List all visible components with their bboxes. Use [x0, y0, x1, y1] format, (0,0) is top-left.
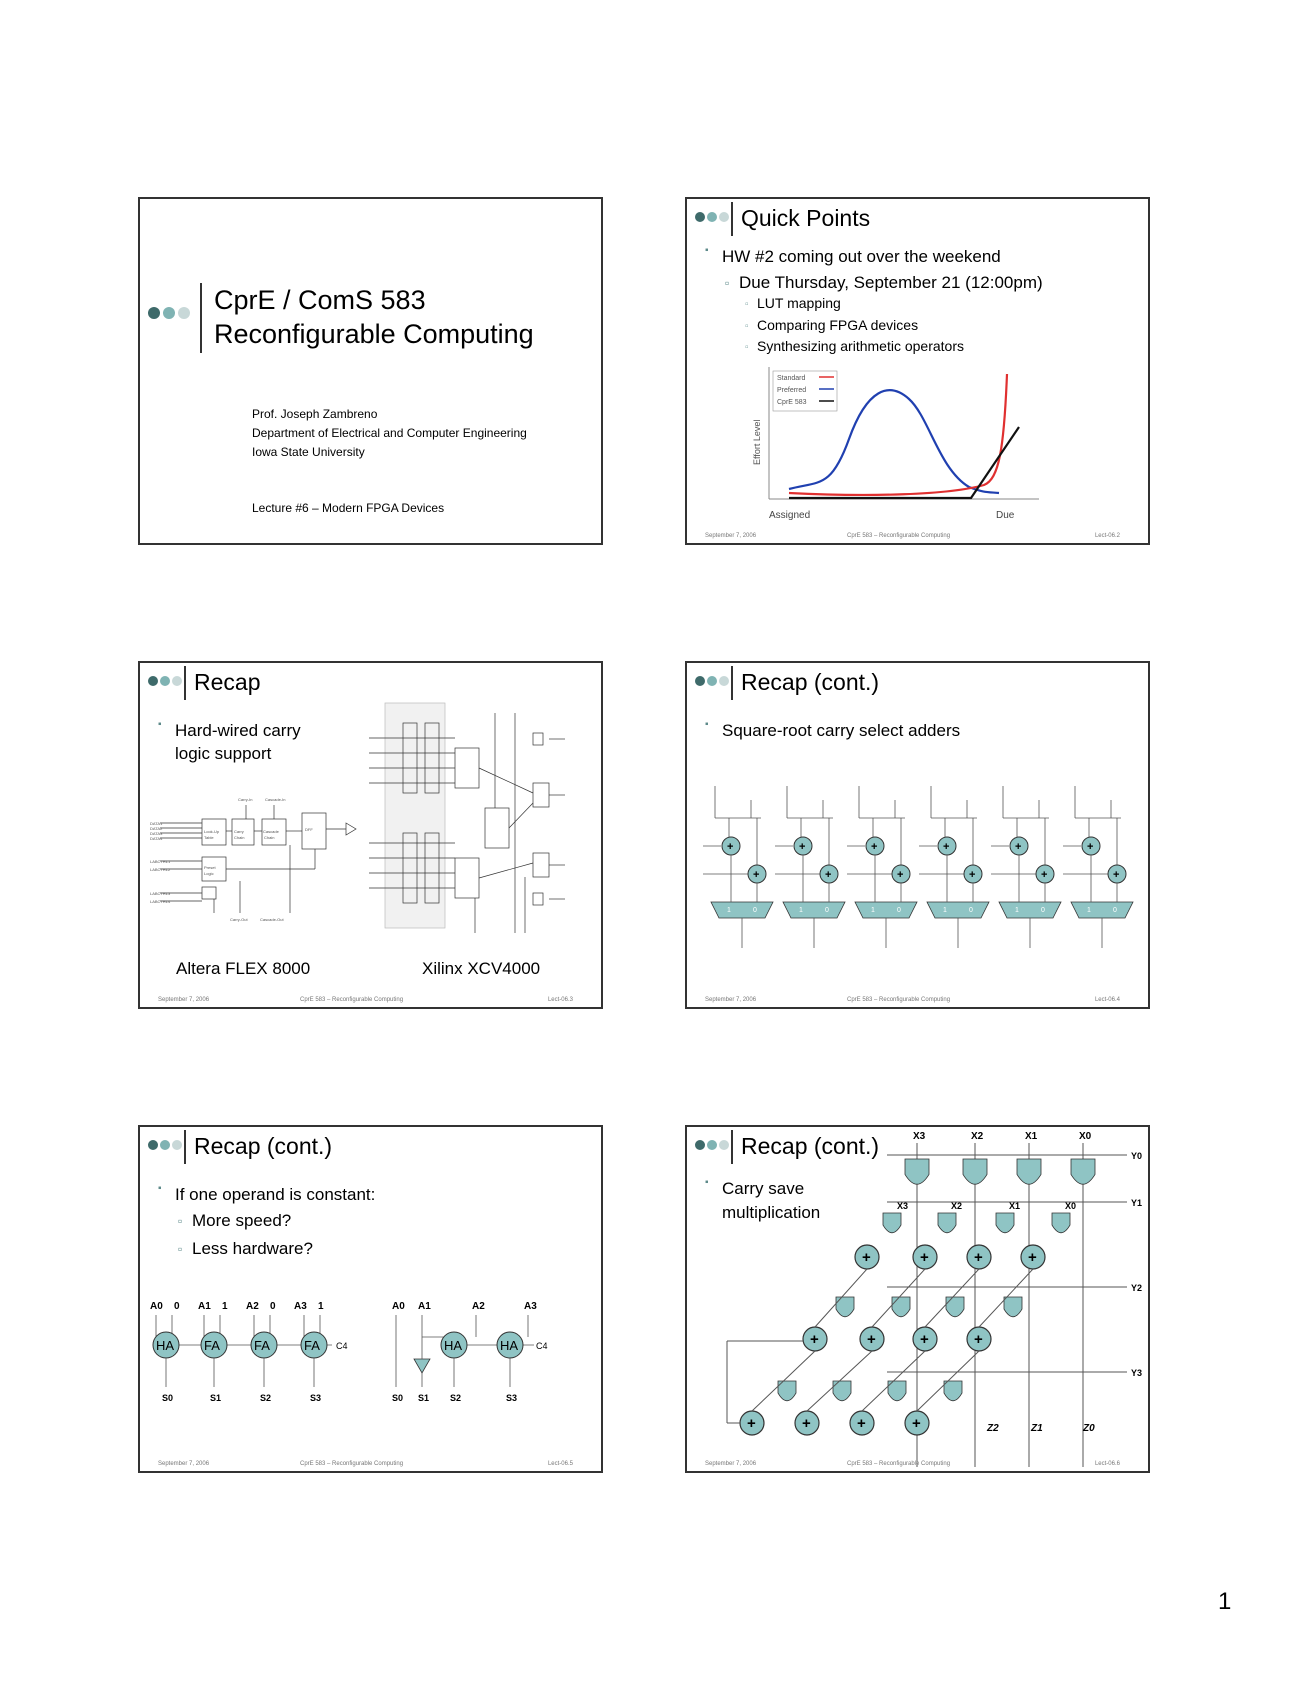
bullet-continuation: multiplication: [722, 1203, 821, 1222]
svg-text:Cascade-Out: Cascade-Out: [260, 917, 284, 922]
svg-text:Carry-In: Carry-In: [238, 797, 253, 802]
svg-text:Table: Table: [204, 835, 214, 840]
and-gate: [944, 1381, 962, 1401]
sub-bullet: More speed?: [192, 1211, 292, 1230]
mux-input-label: 1: [943, 907, 947, 914]
multiplexer: [711, 902, 773, 918]
mux-input-label: 0: [897, 907, 901, 914]
and-gate: [892, 1297, 910, 1317]
wire: [752, 1351, 815, 1411]
adder-cell-label: HA: [444, 1338, 463, 1353]
svg-text:DATA2: DATA2: [150, 826, 163, 831]
plus-symbol: +: [1087, 841, 1094, 853]
slide-dots: [148, 676, 188, 688]
bullet: ▪HW #2 coming out over the weekend: [705, 247, 1001, 267]
footer-course: CprE 583 – Reconfigurable Computing: [847, 1461, 951, 1467]
wire: [917, 1351, 979, 1411]
svg-text:Logic: Logic: [204, 871, 214, 876]
slide-title-text: Quick Points: [741, 205, 871, 231]
plus-symbol: +: [1015, 841, 1022, 853]
title-divider: [184, 1130, 186, 1164]
z-output-label: Z0: [1083, 1423, 1095, 1434]
output-label: S1: [210, 1393, 222, 1403]
multiplexer: [1071, 902, 1133, 918]
input-label: A1: [198, 1301, 211, 1312]
legend-label: Standard: [777, 375, 806, 382]
x-input-label: X1: [1009, 1201, 1021, 1211]
footer-course: CprE 583 – Reconfigurable Computing: [847, 533, 951, 539]
input-label: A3: [524, 1301, 537, 1312]
mux-input-label: 0: [1041, 907, 1045, 914]
caption-xilinx: Xilinx XCV4000: [422, 959, 541, 978]
output-label: S0: [162, 1393, 174, 1403]
output-label: S2: [450, 1393, 462, 1403]
course-title-line1: CprE / ComS 583: [214, 285, 426, 315]
footer-course: CprE 583 – Reconfigurable Computing: [300, 1461, 404, 1467]
plus-symbol: +: [943, 841, 950, 853]
adder-cell-label: HA: [500, 1338, 519, 1353]
y-axis-label: Effort Level: [752, 419, 762, 465]
footer-slide-number: Lect-06.6: [1094, 1461, 1120, 1467]
carry-label: C4: [536, 1341, 548, 1351]
course-title-line2: Reconfigurable Computing: [214, 319, 534, 349]
plus-symbol: +: [974, 1249, 983, 1266]
svg-text:Chain: Chain: [234, 835, 245, 840]
input-label: A2: [472, 1301, 485, 1312]
sub-sub-bullet: LUT mapping: [757, 295, 841, 311]
plus-symbol: +: [1028, 1249, 1037, 1266]
output-label: S3: [506, 1393, 518, 1403]
adder-cell-label: FA: [204, 1338, 220, 1353]
footer-date: September 7, 2006: [158, 997, 210, 1003]
slide-recap-carry-select: [685, 661, 1150, 1009]
svg-text:LABCTRL3: LABCTRL3: [150, 891, 171, 896]
plus-symbol: +: [871, 841, 878, 853]
x-input-label: X0: [1079, 1131, 1092, 1142]
footer-slide-number: Lect-06.3: [547, 997, 573, 1003]
svg-text:Preset: Preset: [204, 865, 216, 870]
x-input-label: X3: [913, 1131, 926, 1142]
y-input-label: Y3: [1131, 1368, 1143, 1378]
footer-slide-number: Lect-06.2: [1094, 533, 1120, 539]
university: Iowa State University: [252, 445, 365, 459]
output-label: S0: [392, 1393, 404, 1403]
plus-symbol: +: [857, 1415, 866, 1432]
input-label: A0: [150, 1301, 163, 1312]
effort-chart: [749, 359, 1049, 529]
svg-text:DATA4: DATA4: [150, 836, 163, 841]
bullet: ▪Hard-wired carry: [158, 721, 301, 741]
carry-select-diagram: [693, 778, 1143, 978]
footer-slide-number: Lect-06.5: [547, 1461, 573, 1467]
plus-symbol: +: [802, 1415, 811, 1432]
mux-input-label: 1: [1015, 907, 1019, 914]
footer-date: September 7, 2006: [705, 997, 757, 1003]
and-gate: [1071, 1159, 1095, 1184]
slide-title-text: Recap: [194, 669, 261, 695]
z-output-label: Z1: [1031, 1423, 1043, 1434]
and-gate: [938, 1213, 956, 1233]
footer-date: September 7, 2006: [705, 1461, 757, 1467]
svg-text:LABCTRL4: LABCTRL4: [150, 899, 171, 904]
svg-text:Chain: Chain: [264, 835, 275, 840]
and-gate: [1052, 1213, 1070, 1233]
svg-text:DATA3: DATA3: [150, 831, 163, 836]
carry-save-multiplier-diagram: [687, 1127, 1147, 1467]
slide-title-text: Recap (cont.): [741, 1133, 880, 1159]
mux-input-label: 0: [825, 907, 829, 914]
svg-text:Carry: Carry: [234, 829, 244, 834]
plus-symbol: +: [974, 1331, 983, 1348]
input-label: A2: [246, 1301, 259, 1312]
plus-symbol: +: [799, 841, 806, 853]
legend-label: CprE 583: [777, 399, 807, 406]
x-tick-label: Due: [996, 510, 1015, 521]
plus-symbol: +: [825, 869, 832, 881]
plus-symbol: +: [867, 1331, 876, 1348]
lecture-title: Lecture #6 – Modern FPGA Devices: [252, 501, 445, 515]
bullet: ▪Square-root carry select adders: [705, 721, 960, 741]
and-gate: [963, 1159, 987, 1184]
and-gate: [1017, 1159, 1041, 1184]
and-gate: [996, 1213, 1014, 1233]
footer-date: September 7, 2006: [158, 1461, 210, 1467]
plus-symbol: +: [920, 1331, 929, 1348]
footer-course: CprE 583 – Reconfigurable Computing: [300, 997, 404, 1003]
plus-symbol: +: [912, 1415, 921, 1432]
svg-text:Cascade-In: Cascade-In: [265, 797, 286, 802]
carry-label: C4: [336, 1341, 348, 1351]
footer-course: CprE 583 – Reconfigurable Computing: [847, 997, 951, 1003]
title-divider: [731, 202, 733, 236]
wire: [815, 1269, 867, 1327]
plus-symbol: +: [897, 869, 904, 881]
author: Prof. Joseph Zambreno: [252, 407, 378, 421]
inverter: [414, 1359, 430, 1373]
multiplexer: [927, 902, 989, 918]
footer-slide-number: Lect-06.4: [1094, 997, 1120, 1003]
y-input-label: Y2: [1131, 1283, 1143, 1293]
and-gate: [883, 1213, 901, 1233]
slide-title-text: Recap (cont.): [741, 669, 880, 695]
altera-carry-diagram: [150, 783, 365, 933]
slide-dots: [148, 1140, 188, 1152]
plus-symbol: +: [727, 841, 734, 853]
z-output-label: Z2: [987, 1423, 999, 1434]
adder-cell-label: FA: [254, 1338, 270, 1353]
sub-sub-bullet: Comparing FPGA devices: [757, 317, 919, 333]
svg-text:Carry-Out: Carry-Out: [230, 917, 248, 922]
title-divider: [200, 283, 202, 353]
multiplexer: [999, 902, 1061, 918]
input-label: 0: [174, 1301, 180, 1312]
plus-symbol: +: [920, 1249, 929, 1266]
slide-recap: [138, 661, 603, 1009]
svg-text:DFF: DFF: [305, 827, 313, 832]
constant-adder-diagram: [142, 1297, 592, 1427]
plus-symbol: +: [1041, 869, 1048, 881]
multiplexer: [783, 902, 845, 918]
plus-symbol: +: [810, 1331, 819, 1348]
sub-sub-bullet: Synthesizing arithmetic operators: [757, 338, 964, 354]
input-label: A0: [392, 1301, 405, 1312]
slide-recap-constant: [138, 1125, 603, 1473]
mux-input-label: 0: [753, 907, 757, 914]
adder-cell-label: FA: [304, 1338, 320, 1353]
mux-input-label: 1: [871, 907, 875, 914]
input-label: 1: [318, 1301, 324, 1312]
bullet: ▪Carry save: [705, 1179, 804, 1199]
output-label: S3: [310, 1393, 322, 1403]
xilinx-clb-diagram: [365, 693, 570, 938]
x-input-label: X0: [1065, 1201, 1077, 1211]
plus-symbol: +: [862, 1249, 871, 1266]
and-gate: [905, 1159, 929, 1184]
multiplexer: [855, 902, 917, 918]
page-number: 1: [1218, 1588, 1232, 1615]
caption-altera: Altera FLEX 8000: [176, 959, 311, 978]
footer-date: September 7, 2006: [705, 533, 757, 539]
svg-text:DATA1: DATA1: [150, 821, 163, 826]
slide-quick-points: [685, 197, 1150, 545]
mux-input-label: 1: [727, 907, 731, 914]
input-label: A3: [294, 1301, 307, 1312]
slide-title-text: Recap (cont.): [194, 1133, 333, 1159]
wire: [862, 1351, 925, 1411]
mux-input-label: 0: [1113, 907, 1117, 914]
sub-bullet: Less hardware?: [192, 1239, 313, 1258]
slide-title: [138, 197, 603, 545]
plus-symbol: +: [1113, 869, 1120, 881]
svg-text:LABCTRL2: LABCTRL2: [150, 867, 171, 872]
x-input-label: X1: [1025, 1131, 1038, 1142]
x-input-label: X2: [951, 1201, 963, 1211]
svg-text:LABCTRL1: LABCTRL1: [150, 859, 171, 864]
title-dots: [148, 307, 192, 321]
series-cpre583: [789, 427, 1019, 498]
adder-cell-label: HA: [156, 1338, 175, 1353]
plus-symbol: +: [753, 869, 760, 881]
output-label: S1: [418, 1393, 430, 1403]
svg-text:Look-Up: Look-Up: [204, 829, 220, 834]
svg-text:Cascade: Cascade: [263, 829, 279, 834]
bullet: ▪If one operand is constant:: [158, 1185, 375, 1205]
wire: [979, 1269, 1033, 1327]
x-input-label: X2: [971, 1131, 984, 1142]
plus-symbol: +: [747, 1415, 756, 1432]
wire: [925, 1269, 979, 1327]
title-divider: [184, 666, 186, 700]
plus-symbol: +: [969, 869, 976, 881]
x-input-label: X3: [897, 1201, 909, 1211]
and-gate: [1004, 1297, 1022, 1317]
title-divider: [731, 666, 733, 700]
mux-input-label: 1: [799, 907, 803, 914]
y-input-label: Y1: [1131, 1198, 1143, 1208]
and-gate: [946, 1297, 964, 1317]
slide-dots: [695, 212, 735, 224]
input-label: 1: [222, 1301, 228, 1312]
mux-input-label: 0: [969, 907, 973, 914]
x-tick-label: Assigned: [769, 510, 811, 521]
slide-recap-carry-save: [685, 1125, 1150, 1473]
input-label: 0: [270, 1301, 276, 1312]
mux-input-label: 1: [1087, 907, 1091, 914]
input-label: A1: [418, 1301, 431, 1312]
y-input-label: Y0: [1131, 1151, 1143, 1161]
bullet-continuation: logic support: [175, 744, 272, 763]
sub-bullet: Due Thursday, September 21 (12:00pm): [739, 273, 1043, 292]
output-label: S2: [260, 1393, 272, 1403]
legend-label: Preferred: [777, 387, 807, 394]
department: Department of Electrical and Computer Engineering: [252, 426, 527, 440]
wire: [807, 1351, 872, 1411]
slide-dots: [695, 676, 735, 688]
